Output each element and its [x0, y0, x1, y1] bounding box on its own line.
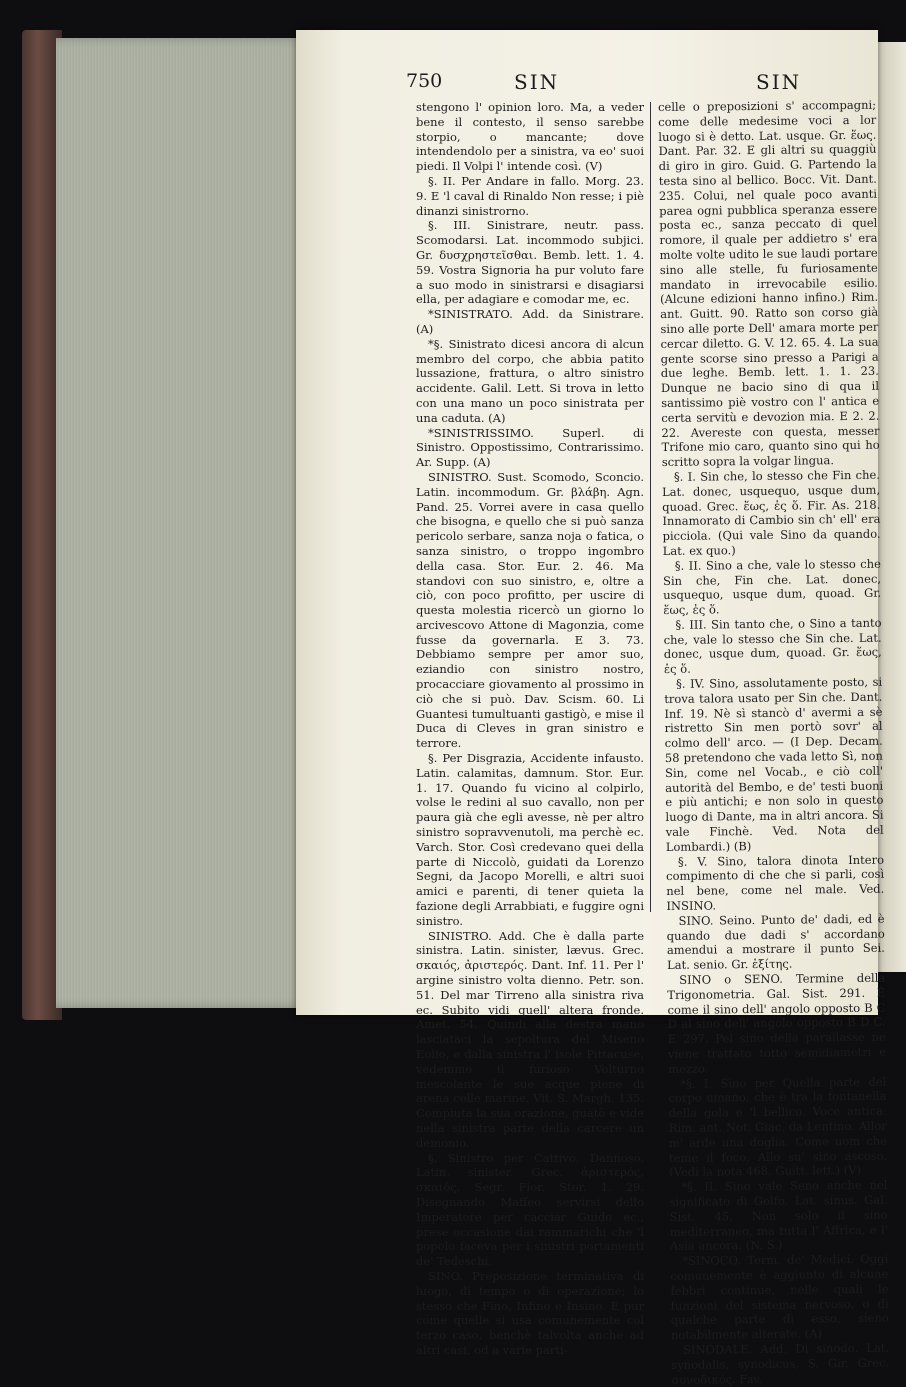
entry-paragraph: §. II. Per Andare in fallo. Morg. 23. 9. E 'l caval di Rinaldo Non resse; i piè dinanzi sinistrorno. [416, 173, 644, 218]
entry-paragraph: §. V. Sino, talora dinota Intero compimento di che che si parli, così nel bene, come nel male. Ved. INSINO. [666, 852, 885, 913]
entry-paragraph: §. III. Sin tanto che, o Sino a tanto che, vale lo stesso che Sin che. Lat. donec, usque dum, quoad. Gr. ἕως, ἐς ὅ. [663, 615, 882, 677]
entry-paragraph: §. IV. Sino, assolutamente posto, si trova talora usato per Sin che. Dant. Inf. 19. Nè sì stancò d' avermi a sè ristretto Sin men portò sovr' al colmo dell' arco. — (I Dep. Decam. 58 pretendono che vada letto Sì, non Sin, come nel Vocab., e ciò coll' autorità del Bembo, e de' testi buoni e più antichi; e non solo in questo luogo di Dante, ma in altri ancora. Si vale Finchè. Ved. Nota del Lombardi.) (B) [664, 674, 884, 854]
entry-paragraph: SINISTRO. Sust. Scomodo, Sconcio. Latin. incommodum. Gr. βλάβη. Agn. Pand. 25. Vorrei avere in casa quello che bisogna, e quello che si può sanza pericolo serbare, sanza noja o fatica, o sanza sinistro, o troppo ingombro della casa. Stor. Eur. 2. 46. Ma standovi con suo sinistro, e, oltre a ciò, con poco profitto, per uscire di questa molestia ricercò un giorno lo arcivescovo Attone di Magonzia, come fusse da governarla. E 3. 73. Debbiamo sempre per amor suo, eziandio con sinistro nostro, procacciare giovamento al prossimo in ciò che si può. Dav. Scism. 60. Li Guantesi tumultuanti gastigò, e mise il Duca di Cleves in gran sinistro e terrore. [416, 469, 644, 751]
page-block-edge [56, 38, 312, 1008]
entry-paragraph: SINO o SENO. Termine della Trigonometria. Gal. Sist. 291. È come il sino dell' angolo opposto B C D al sino dell' angolo opposto B D C. E 297. Pel sino della parallasse ne viene trattato totto semidiametri e mezzo. [667, 970, 887, 1076]
entry-paragraph: *§. II. Sino vale Seno anche nel significato di Golfo. Lat. sinus. Gal. Sist. 45. Non solo il sino mediterraneo, ma tutta l' Affrica, e l' Asia ancora. (N. S.) [669, 1177, 888, 1254]
entry-paragraph: §. Sinistro per Cattivo, Dannoso. Latin. sinister. Grec. ἀριστερός, σκαιός. Segr. Fior. Stor. 1. 29. Disegnando Maffeo servirsi dello Imperatore per cacciar Guido ec., prese occasione dai rammarichi che 'l popolo faceva per i sinistri portamenti de' Tedeschi. [416, 1150, 644, 1269]
entry-paragraph: §. III. Sinistrare, neutr. pass. Scomodarsi. Lat. incommodo subjici. Gr. δυσχρηστεῖσθαι. Bemb. lett. 1. 4. 59. Vostra Signoria ha pur voluto fare a suo modo in sinistrarsi e disagiarsi ella, per adagiare e comodar me, ec. [416, 218, 644, 307]
entry-paragraph: *SINISTRISSIMO. Superl. di Sinistro. Oppostissimo, Contrarissimo. Ar. Supp. (A) [416, 425, 644, 470]
entry-paragraph: §. I. Sin che, lo stesso che Fin che. Lat. donec, usquequo, usque dum, quoad. Grec. ἕως, ἐς ὅ. Fir. As. 218. Innamorato di Cambio sin ch' ell' era picciola. (Qui vale Sino da quando. Lat. ex quo.) [662, 467, 881, 558]
entry-paragraph: *SINOCO. Term. de' Medici. Oggi comunemente è aggiunto di alcune febbri continue, nelle quali le funzioni del sistema nervoso, o di qualche parte di esso, sieno notabilmente alterate. (A) [670, 1251, 889, 1343]
entry-paragraph: stengono l' opinion loro. Ma, a veder bene il contesto, il senso sarebbe storpio, o mancante; dove intendendolo per a sinistra, va eo' suoi piedi. Il Volpi l' intende così. (V) [416, 100, 644, 174]
entry-paragraph: SINODALE. Add. Di sinodo. Lat. synodalis, synodicus, S. Gir. Grec. συνοδικός. Fav. [671, 1340, 890, 1387]
entry-paragraph: SINO. Preposizione terminativa di luogo, di tempo o di operazione; lo stesso che Fino, Infino e Insino. E pur come quelle si usa comunemente col terzo caso, benchè talvolta anche ad altri casi, od a varie parti- [416, 1268, 644, 1357]
entry-paragraph: celle o preposizioni s' accompagni; come delle medesime voci a lor luogo si è detto. Lat. usque. Gr. ἕως. Dant. Par. 32. E gli altri su quaggiù di giro in giro. Guid. G. Partendo la testa sino al bellico. Bocc. Vit. Dant. 235. Colui, nel quale poco avanti parea ogni pubblica speranza essere posta ec., sanza peccato di quel romore, il quale per addietro s' era molte volte udito le sue laudi portare sino alle stelle, fu furiosamente mandato in irrevocabile esilio. (Alcune edizioni hanno infino.) Rim. ant. Guitt. 90. Ratto son corso già sino alle porte Dell' amara morte per cercar diletto. G. V. 12. 65. 4. La sua gente scorse sino presso a Parigi a due leghe. Bemb. lett. 1. 1. 23. Dunque ne bacio sino di qua il santissimo piè vostro con l' antica e certa servitù e devozion mia. E 2. 2. 22. Avereste con questa, messer Trifone mio caro, quanto sino qui ho scritto sopra la volgar lingua. [658, 97, 880, 470]
page-header [296, 70, 878, 100]
entry-paragraph: *§. I. Sino per Quella parte del corpo umano, che è tra la fontanella della gola e 'l bellico. Voce antica. Rim. ant. Not. Giac. da Lentino. Allor m' arde una doglia. Come uom che teme il foco, Allo su' sino ascoso. (Vedi la nota 468. Guitt. lett.) (V) [668, 1074, 888, 1180]
entry-paragraph: §. Per Disgrazia, Accidente infausto. Latin. calamitas, damnum. Stor. Eur. 1. 17. Quando fu vicino al colpirlo, volse le redini al suo cavallo, non per paura già che egli avesse, nè per altro sinistro sopravvenutoli, ma perchè ec. Varch. Stor. Così credevano quei della parte di Niccolò, guidati da Lorenzo Segni, da Jacopo Morelli, e altri suoi amici e parenti, di tener quieta la fazione degli Arrabbiati, e fuggire ogni sinistro. [416, 751, 644, 928]
running-headword-right: SIN [756, 70, 802, 94]
entry-paragraph: *SINISTRATO. Add. da Sinistrare. (A) [416, 307, 644, 336]
entry-paragraph: SINO. Seino. Punto de' dadi, ed è quando due dadi s' accordano amendui a mostrare il punto Sei. Lat. senio. Gr. ἑξίτης. [666, 911, 885, 973]
entry-paragraph: SINISTRO. Add. Che è dalla parte sinistra. Latin. sinister, lævus. Grec. σκαιός, ἀριστερός. Dant. Inf. 11. Per l' argine sinistro volta dienno. Petr. son. 51. Del mar Tirreno alla sinistra riva ec. Subito vidi quell' altera fronde. Amet. 54. Quindi alla destra mano lasciataci la sepoltura del Miseno Eolio, e dalla sinistra l' isole Pittacuse, vedemmo il furioso Volturno mescolante le sue acque piene di arena colle marine. Vit. S. Margh. 135. Compiuta la sua orazione, guatò e vide nella sinistra parte della carcere un demonio. [416, 928, 644, 1150]
column-divider [650, 102, 651, 912]
page-number: 750 [406, 70, 443, 92]
entry-paragraph: §. II. Sino a che, vale lo stesso che Sin che, Fin che. Lat. donec, usquequo, usque dum, quoad. Gr. ἕως, ἐς ὅ. [662, 556, 882, 618]
left-column [416, 100, 644, 1358]
running-headword-left: SIN [514, 70, 560, 94]
dictionary-page [296, 30, 890, 1387]
right-column [658, 98, 889, 1387]
entry-paragraph: *§. Sinistrato dicesi ancora di alcun membro del corpo, che abbia patito lussazione, frattura, o altro sinistro accidente. Galil. Lett. Si trova in letto con una mano un poco sinistrata per una caduta. (A) [416, 336, 644, 425]
